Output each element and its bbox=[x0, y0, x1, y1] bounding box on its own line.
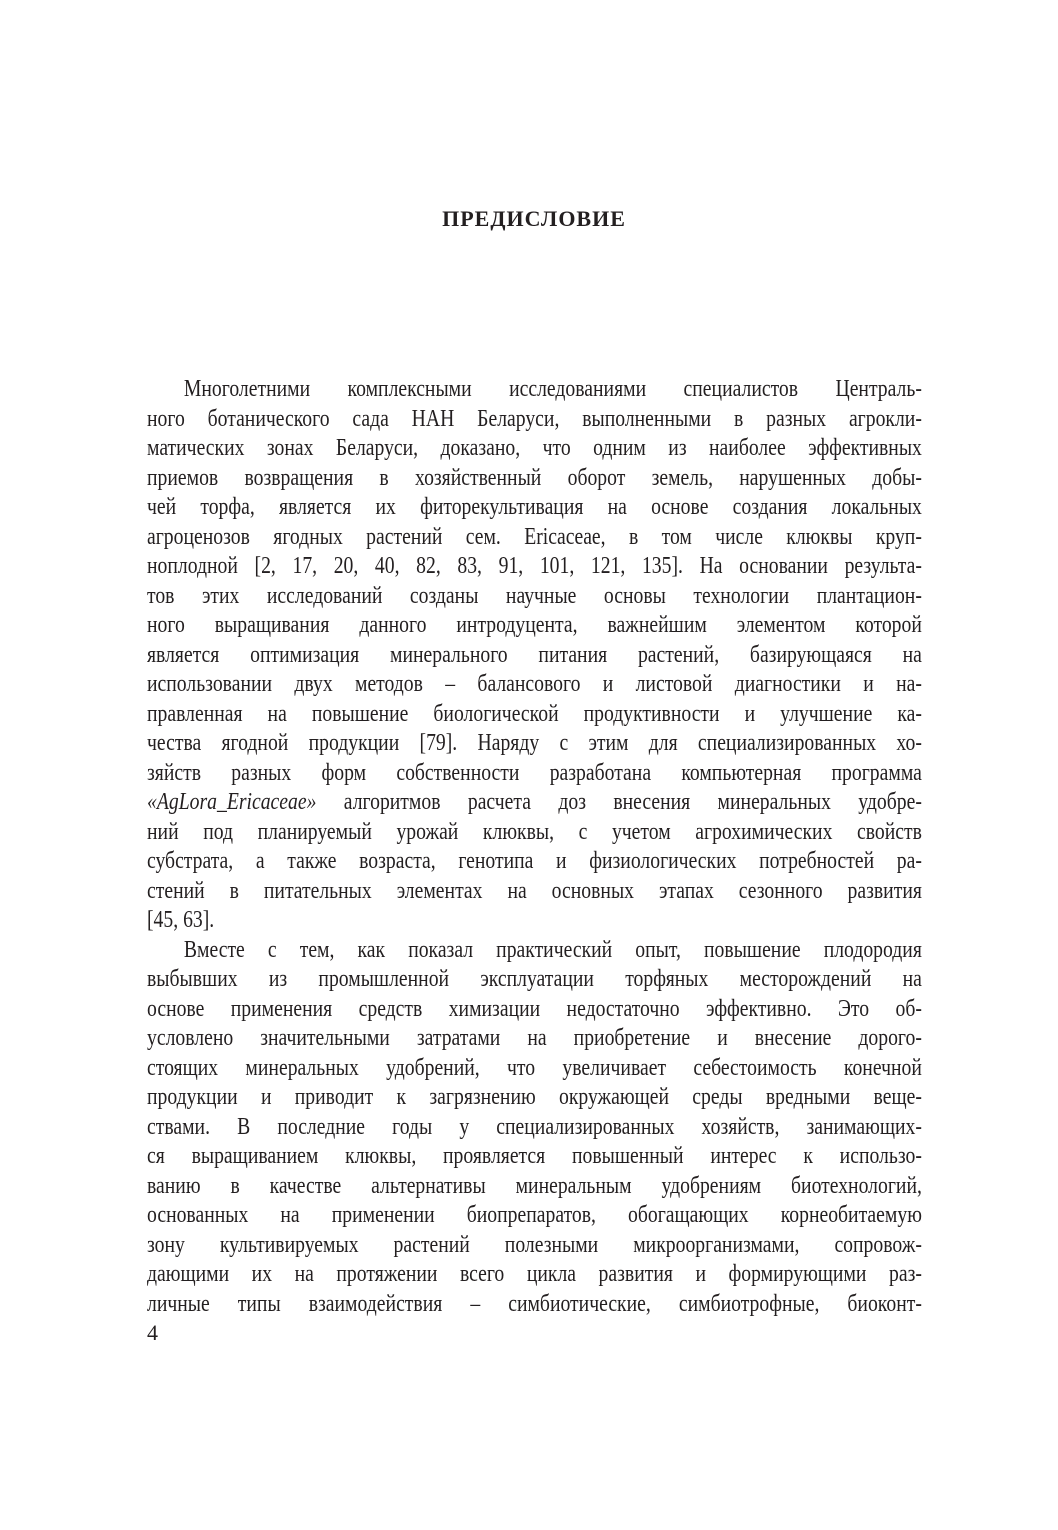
text-line: чей торфа, является их фиторекультивация на основе создания локальных bbox=[147, 494, 922, 520]
page-number: 4 bbox=[147, 1320, 158, 1345]
text-line: использовании двух методов – балансового и листовой диагностики и на- bbox=[147, 671, 922, 697]
text-line: зону культивируемых растений полезными микроорганизмами, сопровож- bbox=[147, 1231, 922, 1258]
page-title: ПРЕДИСЛОВИЕ bbox=[442, 206, 626, 231]
text-line: основе применения средств химизации недостаточно эффективно. Это об- bbox=[147, 995, 922, 1022]
text-line: приемов возвращения в хозяйственный оборот земель, нарушенных добы- bbox=[147, 464, 922, 491]
text-line: правленная на повышение биологической продуктивности и улучшение ка- bbox=[147, 700, 922, 727]
text-line: выбывших из промышленной эксплуатации торфяных месторождений на bbox=[147, 966, 922, 992]
text-line: ванию в качестве альтернативы минеральным удобрениям биотехнологий, bbox=[147, 1172, 922, 1199]
text-span: алгоритмов расчета доз внесения минеральных удобре- bbox=[316, 789, 922, 815]
text-line: [45, 63]. bbox=[147, 907, 215, 933]
text-line: тов этих исследований созданы научные основы технологии плантацион- bbox=[147, 582, 922, 609]
text-line: является оптимизация минерального питания растений, базирующаяся на bbox=[147, 641, 922, 668]
text-line: продукции и приводит к загрязнению окружающей среды вредными веще- bbox=[147, 1084, 922, 1110]
text-line: ного ботанического сада НАН Беларуси, выполненными в разных агрокли- bbox=[147, 405, 922, 432]
text-line: личные типы взаимодействия – симбиотические, симбиотрофные, биоконт- bbox=[147, 1290, 922, 1317]
text-line: ний под планируемый урожай клюквы, с учетом агрохимических свойств bbox=[147, 818, 922, 845]
text-line: стоящих минеральных удобрений, что увеличивает себестоимость конечной bbox=[147, 1054, 922, 1081]
text-line: ного выращивания данного интродуцента, важнейшим элементом которой bbox=[147, 612, 922, 638]
paragraph bbox=[147, 936, 922, 1320]
text-line: ноплодной [2, 17, 20, 40, 82, 83, 91, 101, 121, 135]. На основании результа- bbox=[147, 553, 922, 579]
paragraph bbox=[147, 375, 922, 936]
text-line: матических зонах Беларуси, доказано, что одним из наиболее эффективных bbox=[147, 435, 922, 461]
text-line: дающими их на протяжении всего цикла развития и формирующими раз- bbox=[147, 1261, 922, 1287]
text-line: Вместе с тем, как показал практический опыт, повышение плодородия bbox=[183, 936, 922, 963]
text-line: ствами. В последние годы у специализированных хозяйств, занимающих- bbox=[147, 1113, 922, 1140]
text-line: основанных на применении биопрепаратов, обогащающих корнеобитаемую bbox=[147, 1202, 922, 1228]
text-line: субстрата, а также возраста, генотипа и физиологических потребностей ра- bbox=[147, 848, 922, 874]
program-name: «AgLora_Ericaceae» bbox=[147, 789, 317, 815]
preface-body bbox=[147, 375, 922, 1319]
text-line: условлено значительными затратами на приобретение и внесение дорого- bbox=[147, 1025, 922, 1051]
text-line: Многолетними комплексными исследованиями специалистов Централь- bbox=[183, 376, 922, 402]
text-line: агроценозов ягодных растений сем. Ericaceae, в том числе клюквы круп- bbox=[147, 523, 922, 550]
text-line: чества ягодной продукции [79]. Наряду с этим для специализированных хо- bbox=[147, 730, 922, 756]
text-line: зяйств разных форм собственности разработана компьютерная программа bbox=[147, 759, 922, 786]
text-line: стений в питательных элементах на основных этапах сезонного развития bbox=[147, 877, 922, 904]
text-line: ся выращиванием клюквы, проявляется повышенный интерес к использо- bbox=[147, 1143, 922, 1169]
text-line bbox=[147, 788, 922, 818]
